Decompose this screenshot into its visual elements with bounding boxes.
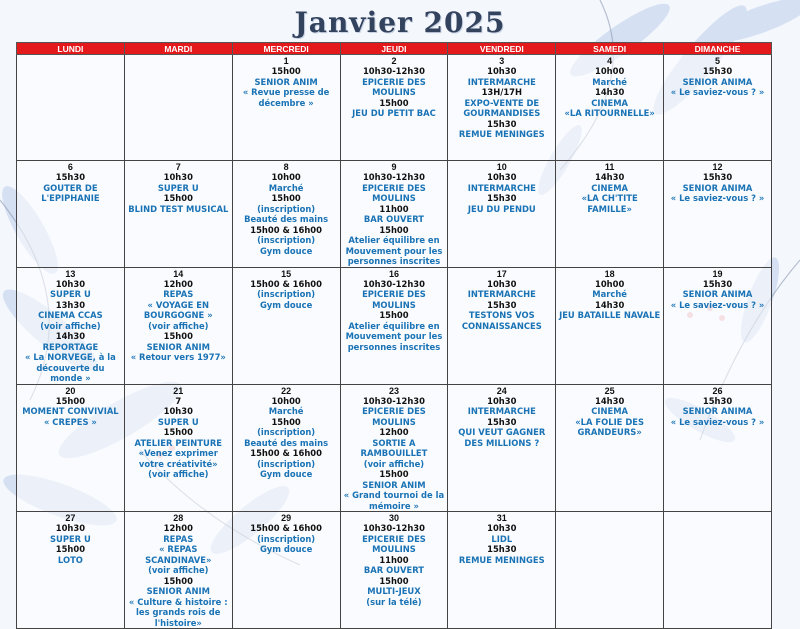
day-number: 7 xyxy=(175,162,181,172)
day-cell xyxy=(664,267,772,384)
day-number: 6 xyxy=(67,162,73,172)
day-cell xyxy=(340,161,448,268)
day-cell xyxy=(232,161,340,268)
event-time: 14h30 xyxy=(595,299,625,310)
event-time: 10h30 xyxy=(55,523,86,533)
event-time: 15h00 xyxy=(163,331,193,341)
event-time: 14h30 xyxy=(595,87,625,97)
event-activity: EPICERIE DES MOULINS xyxy=(362,406,426,427)
day-cell xyxy=(340,384,448,512)
event-time: 15h00 xyxy=(55,395,86,406)
day-cell xyxy=(664,161,772,268)
event-note: (inscription) xyxy=(257,203,316,214)
event-time: 15h00 xyxy=(163,427,193,437)
weekday-header-row xyxy=(17,43,772,55)
event-time: 15h00 xyxy=(271,193,301,203)
event-time: 11h00 xyxy=(379,554,409,565)
day-cell xyxy=(340,55,448,161)
event-activity: JEU DU PENDU xyxy=(467,203,536,214)
event-activity: GOUTER DE L'EPIPHANIE xyxy=(41,182,100,203)
weekday-header-wednesday: MERCREDI xyxy=(232,43,340,55)
day-number: 14 xyxy=(173,268,184,279)
weekday-header-sunday: DIMANCHE xyxy=(664,43,772,55)
day-number: 23 xyxy=(388,385,399,396)
event-time: 13H/17H xyxy=(481,87,522,97)
event-note: (inscription) xyxy=(257,458,316,469)
event-activity: Atelier équilibre en Mouvement pour les personnes inscrites xyxy=(345,235,443,266)
event-activity: JEU DU PETIT BAC xyxy=(352,108,436,118)
event-time: 15h00 xyxy=(271,416,301,427)
event-note: « Le saviez-vous ? » xyxy=(670,87,765,97)
event-note: (inscription) xyxy=(257,235,316,245)
event-activity: SENIOR ANIM xyxy=(254,76,318,87)
event-note: «LA CH'TITE FAMILLE» xyxy=(581,193,638,214)
event-activity: Atelier équilibre en Mouvement pour les personnes inscrites xyxy=(345,320,443,352)
event-time: 15h00 & 16h00 xyxy=(250,224,322,235)
event-activity: SENIOR ANIMA xyxy=(682,406,753,416)
day-number: 28 xyxy=(173,513,184,523)
day-number: 13 xyxy=(65,268,76,279)
day-cell xyxy=(232,55,340,161)
day-cell xyxy=(124,161,232,268)
event-time: 15h30 xyxy=(702,66,733,76)
event-note: (inscription) xyxy=(257,289,316,299)
event-activity: LIDL xyxy=(491,533,513,544)
event-time: 10h30-12h30 xyxy=(362,172,425,182)
event-activity: Gym douce xyxy=(259,544,313,554)
event-activity: BLIND TEST MUSICAL xyxy=(128,203,229,214)
event-time: 10h30-12h30 xyxy=(362,523,425,533)
event-note: « Grand tournoi de la mémoire » xyxy=(343,490,445,511)
day-cell xyxy=(232,512,340,629)
event-time: 14h30 xyxy=(55,331,86,341)
day-cell xyxy=(664,512,772,629)
day-number: 25 xyxy=(604,385,615,396)
event-note: « Le saviez-vous ? » xyxy=(670,416,765,427)
event-activity: SENIOR ANIMA xyxy=(682,289,753,299)
event-activity: SUPER U xyxy=(157,182,199,193)
day-cell xyxy=(664,384,772,512)
event-time: 15h30 xyxy=(487,193,517,203)
event-activity: BAR OUVERT xyxy=(363,214,425,224)
week-row xyxy=(17,512,772,629)
day-cell xyxy=(556,512,664,629)
event-time: 15h30 xyxy=(702,278,733,289)
event-activity: Gym douce xyxy=(259,245,313,256)
event-note: «Venez exprimer votre créativité» xyxy=(138,448,218,469)
event-activity: JEU BATAILLE NAVALE xyxy=(559,310,661,320)
event-time: 15h00 xyxy=(163,575,193,586)
event-activity: SORTIE A RAMBOUILLET xyxy=(360,437,428,458)
event-activity: Beauté des mains xyxy=(244,214,329,224)
event-note: « Le saviez-vous ? » xyxy=(670,193,765,203)
event-time: 10h00 xyxy=(595,278,625,289)
event-activity: EPICERIE DES MOULINS xyxy=(362,289,426,310)
event-activity: LOTO xyxy=(57,554,83,565)
event-activity: MOMENT CONVIVIAL xyxy=(22,406,119,416)
event-activity: Marché xyxy=(268,182,304,193)
event-note: « Culture & histoire : les grands rois de l'histoire» xyxy=(128,596,228,628)
event-activity: SENIOR ANIM xyxy=(146,586,210,596)
event-note: «LA RITOURNELLE» xyxy=(564,108,655,118)
day-cell xyxy=(664,55,772,161)
event-time: 10h30 xyxy=(487,278,517,289)
event-activity: Marché xyxy=(268,406,304,416)
day-number: 19 xyxy=(712,268,723,279)
event-time: 15h30 xyxy=(487,544,517,554)
day-number: 27 xyxy=(65,513,76,523)
day-cell xyxy=(232,384,340,512)
day-number: 21 xyxy=(173,385,184,396)
day-number: 3 xyxy=(499,56,505,66)
event-time: 15h00 & 16h00 xyxy=(250,523,322,533)
day-cell xyxy=(17,512,125,629)
event-time: 7 xyxy=(175,395,182,406)
day-number: 11 xyxy=(604,162,615,172)
day-number: 15 xyxy=(281,268,292,279)
event-time: 10h00 xyxy=(271,395,301,406)
week-row xyxy=(17,55,772,161)
day-number: 31 xyxy=(496,513,507,523)
event-time: 15h30 xyxy=(487,299,517,310)
event-note: « Retour vers 1977» xyxy=(130,352,226,362)
event-note: (sur la télé) xyxy=(366,596,422,607)
day-cell xyxy=(556,55,664,161)
day-cell xyxy=(17,161,125,268)
event-activity: INTERMARCHE xyxy=(467,406,536,416)
week-row xyxy=(17,384,772,512)
day-cell xyxy=(124,267,232,384)
day-cell xyxy=(556,384,664,512)
day-number: 22 xyxy=(281,385,292,396)
page-title: Janvier 2025 xyxy=(294,6,506,39)
event-note: (voir affiche) xyxy=(148,320,209,331)
day-cell xyxy=(124,55,232,161)
event-activity: SENIOR ANIMA xyxy=(682,76,753,87)
event-time: 10h30 xyxy=(55,278,86,289)
event-time: 10h30 xyxy=(487,172,517,182)
day-cell xyxy=(448,161,556,268)
day-number: 4 xyxy=(607,56,613,66)
event-activity: ATELIER PEINTURE xyxy=(134,437,222,448)
week-row xyxy=(17,161,772,268)
day-cell xyxy=(448,267,556,384)
day-cell xyxy=(556,267,664,384)
weekday-header-thursday: JEUDI xyxy=(340,43,448,55)
event-time: 10h30 xyxy=(163,406,193,416)
event-activity: REPAS xyxy=(163,533,194,544)
event-activity: QUI VEUT GAGNER DES MILLIONS ? xyxy=(458,427,546,448)
day-cell xyxy=(340,512,448,629)
event-activity: SUPER U xyxy=(49,289,91,299)
calendar-table xyxy=(16,42,772,629)
event-time: 13h30 xyxy=(55,299,86,310)
event-time: 10h30 xyxy=(487,66,517,76)
event-activity: REMUE MENINGES xyxy=(458,554,545,565)
event-note: « VOYAGE EN BOURGOGNE » xyxy=(143,299,213,320)
event-note: (voir affiche) xyxy=(148,469,209,479)
event-activity: MULTI-JEUX xyxy=(367,586,421,596)
event-activity: SENIOR ANIM xyxy=(362,479,426,490)
event-activity: REPAS xyxy=(163,289,194,299)
event-activity: INTERMARCHE xyxy=(467,182,536,193)
event-note: « Revue presse de décembre » xyxy=(242,87,330,108)
day-number: 12 xyxy=(712,162,723,172)
event-time: 14h30 xyxy=(595,172,625,182)
day-cell xyxy=(17,55,125,161)
event-time: 14h30 xyxy=(595,395,625,406)
event-note: « CREPES » xyxy=(43,416,97,427)
day-number: 17 xyxy=(496,268,507,279)
day-number: 16 xyxy=(388,268,399,279)
event-note: « La NORVEGE, à la découverte du monde » xyxy=(25,352,116,383)
event-time: 10h30-12h30 xyxy=(362,278,425,289)
event-activity: EPICERIE DES MOULINS xyxy=(362,76,426,97)
event-note: (inscription) xyxy=(257,427,316,437)
day-number: 10 xyxy=(496,162,507,172)
event-time: 10h30 xyxy=(487,395,517,406)
event-activity: SUPER U xyxy=(157,416,199,427)
event-activity: Gym douce xyxy=(259,469,313,479)
day-cell xyxy=(17,384,125,512)
day-number: 26 xyxy=(712,385,723,396)
event-activity: SENIOR ANIMA xyxy=(682,182,753,193)
day-number: 30 xyxy=(388,513,399,523)
event-activity: Marché xyxy=(592,76,627,87)
event-time: 10h30-12h30 xyxy=(362,395,425,406)
event-activity: EPICERIE DES MOULINS xyxy=(362,533,426,554)
event-activity: INTERMARCHE xyxy=(467,289,536,299)
event-activity: INTERMARCHE xyxy=(467,76,536,87)
event-activity: Beauté des mains xyxy=(244,437,329,448)
event-time: 10h30-12h30 xyxy=(362,66,425,76)
event-time: 15h30 xyxy=(487,118,517,129)
day-number: 5 xyxy=(715,56,721,66)
day-cell xyxy=(124,384,232,512)
day-cell xyxy=(17,267,125,384)
event-time: 15h00 xyxy=(271,66,301,76)
event-note: « Le saviez-vous ? » xyxy=(670,299,765,310)
event-time: 15h30 xyxy=(702,395,733,406)
event-time: 10h00 xyxy=(271,172,301,182)
event-activity: REMUE MENINGES xyxy=(458,129,545,139)
weekday-header-saturday: SAMEDI xyxy=(556,43,664,55)
event-time: 15h00 xyxy=(379,97,409,108)
event-time: 15h00 & 16h00 xyxy=(250,448,322,458)
event-activity: REPORTAGE xyxy=(42,341,99,352)
event-time: 10h30 xyxy=(163,172,193,182)
event-activity: CINEMA xyxy=(591,97,629,108)
event-time: 15h30 xyxy=(702,172,733,182)
event-time: 12h00 xyxy=(163,278,193,289)
event-time: 15h30 xyxy=(55,172,86,182)
day-number: 2 xyxy=(391,56,397,66)
event-time: 12h00 xyxy=(163,523,193,533)
event-time: 10h30 xyxy=(487,523,517,533)
weekday-header-monday: LUNDI xyxy=(17,43,125,55)
day-number: 20 xyxy=(65,385,76,396)
event-time: 15h00 xyxy=(379,575,409,586)
day-cell xyxy=(448,55,556,161)
event-activity: CINEMA xyxy=(591,182,629,193)
event-activity: EPICERIE DES MOULINS xyxy=(362,182,426,203)
event-activity: CINEMA xyxy=(591,406,629,416)
event-time: 12h00 xyxy=(379,427,409,437)
day-number: 9 xyxy=(391,162,397,172)
event-activity: EXPO-VENTE DE GOURMANDISES xyxy=(463,97,541,118)
event-activity: CINEMA CCAS xyxy=(38,310,103,320)
event-note: «LA FOLIE DES GRANDEURS» xyxy=(575,416,645,437)
event-time: 15h00 xyxy=(379,224,409,235)
day-number: 1 xyxy=(283,56,289,66)
day-cell xyxy=(448,512,556,629)
event-time: 15h00 xyxy=(379,310,409,320)
event-note: (inscription) xyxy=(257,533,316,544)
event-time: 15h00 xyxy=(55,544,86,554)
weekday-header-tuesday: MARDI xyxy=(124,43,232,55)
event-activity: Gym douce xyxy=(259,299,313,310)
event-note: (voir affiche) xyxy=(40,320,101,331)
day-cell xyxy=(124,512,232,629)
weekday-header-friday: VENDREDI xyxy=(448,43,556,55)
event-time: 15h00 xyxy=(163,193,193,203)
event-activity: SENIOR ANIM xyxy=(146,341,210,352)
day-cell xyxy=(340,267,448,384)
event-time: 10h00 xyxy=(595,66,625,76)
event-note: (voir affiche) xyxy=(148,565,209,575)
day-number: 24 xyxy=(496,385,507,396)
event-time: 15h00 xyxy=(379,469,409,479)
event-activity: TESTONS VOS CONNAISSANCES xyxy=(461,310,542,331)
event-note: « REPAS SCANDINAVE» xyxy=(145,544,212,565)
day-cell xyxy=(448,384,556,512)
day-number: 8 xyxy=(283,162,289,172)
event-activity: BAR OUVERT xyxy=(363,565,425,575)
day-number: 29 xyxy=(281,513,292,523)
event-time: 15h30 xyxy=(487,416,517,427)
event-time: 11h00 xyxy=(379,203,409,214)
event-time: 15h00 & 16h00 xyxy=(250,278,322,289)
week-row xyxy=(17,267,772,384)
day-cell xyxy=(556,161,664,268)
event-activity: SUPER U xyxy=(49,533,91,544)
event-activity: Marché xyxy=(592,289,627,299)
event-note: (voir affiche) xyxy=(363,458,425,469)
day-number: 18 xyxy=(604,268,615,279)
day-cell xyxy=(232,267,340,384)
